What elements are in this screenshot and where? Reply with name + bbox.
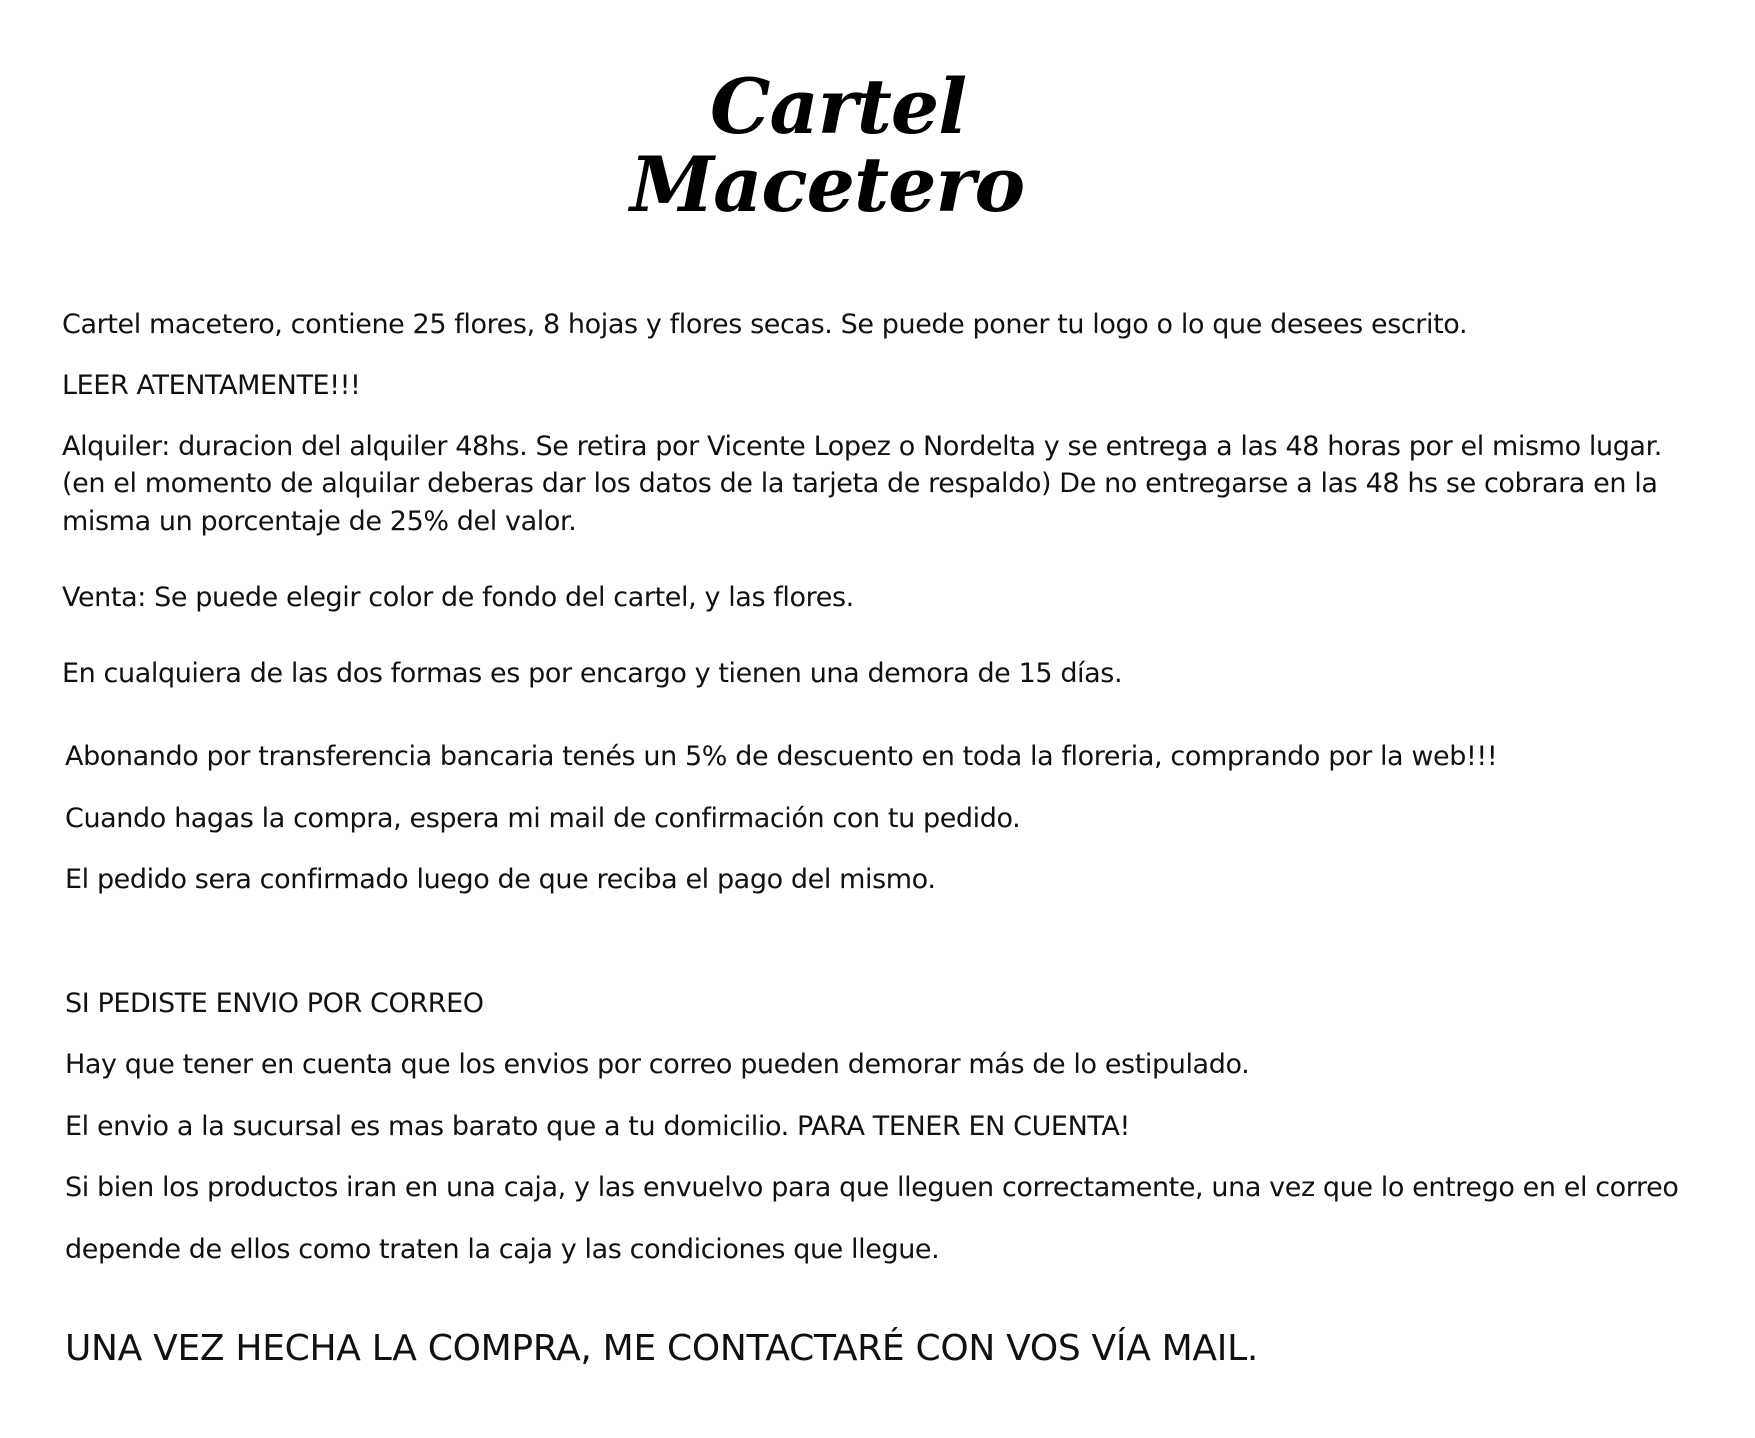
rental-line-1: Alquiler: duracion del alquiler 48hs. Se retira por Vicente Lopez o Nordelta y se entrega a las 48 horas por el mismo lugar. bbox=[62, 431, 1662, 462]
product-description: Cartel macetero, contiene 25 flores, 8 hojas y flores secas. Se puede poner tu logo o lo que desees escrito. bbox=[62, 309, 1468, 340]
rental-line-2: (en el momento de alquilar deberas dar los datos de la tarjeta de respaldo) De no entregarse a las 48 hs se cobrara en la bbox=[62, 468, 1658, 499]
shipping-heading: SI PEDISTE ENVIO POR CORREO bbox=[65, 988, 484, 1019]
logo bbox=[600, 62, 1025, 232]
shipping-line-4: depende de ellos como traten la caja y las condiciones que llegue. bbox=[65, 1234, 940, 1265]
payment-line-3: El pedido sera confirmado luego de que reciba el pago del mismo. bbox=[65, 864, 936, 895]
order-time-info: En cualquiera de las dos formas es por encargo y tienen una demora de 15 días. bbox=[62, 658, 1123, 689]
payment-line-2: Cuando hagas la compra, espera mi mail de confirmación con tu pedido. bbox=[65, 803, 1021, 834]
logo-line-1: Cartel bbox=[710, 62, 967, 151]
shipping-line-1: Hay que tener en cuenta que los envios por correo pueden demorar más de lo estipulado. bbox=[65, 1049, 1250, 1080]
rental-line-3: misma un porcentaje de 25% del valor. bbox=[62, 506, 577, 537]
shipping-line-2: El envio a la sucursal es mas barato que a tu domicilio. PARA TENER EN CUENTA! bbox=[65, 1111, 1130, 1142]
shipping-line-3: Si bien los productos iran en una caja, y las envuelvo para que lleguen correctamente, una vez que lo entrego en el correo bbox=[65, 1172, 1679, 1203]
closing-message: UNA VEZ HECHA LA COMPRA, ME CONTACTARÉ CON VOS VÍA MAIL. bbox=[65, 1328, 1258, 1369]
payment-line-1: Abonando por transferencia bancaria tenés un 5% de descuento en toda la floreria, comprando por la web!!! bbox=[65, 741, 1498, 772]
sale-info: Venta: Se puede elegir color de fondo del cartel, y las flores. bbox=[62, 582, 854, 613]
notice-heading: LEER ATENTAMENTE!!! bbox=[62, 370, 361, 401]
logo-line-2: Macetero bbox=[630, 140, 1025, 229]
